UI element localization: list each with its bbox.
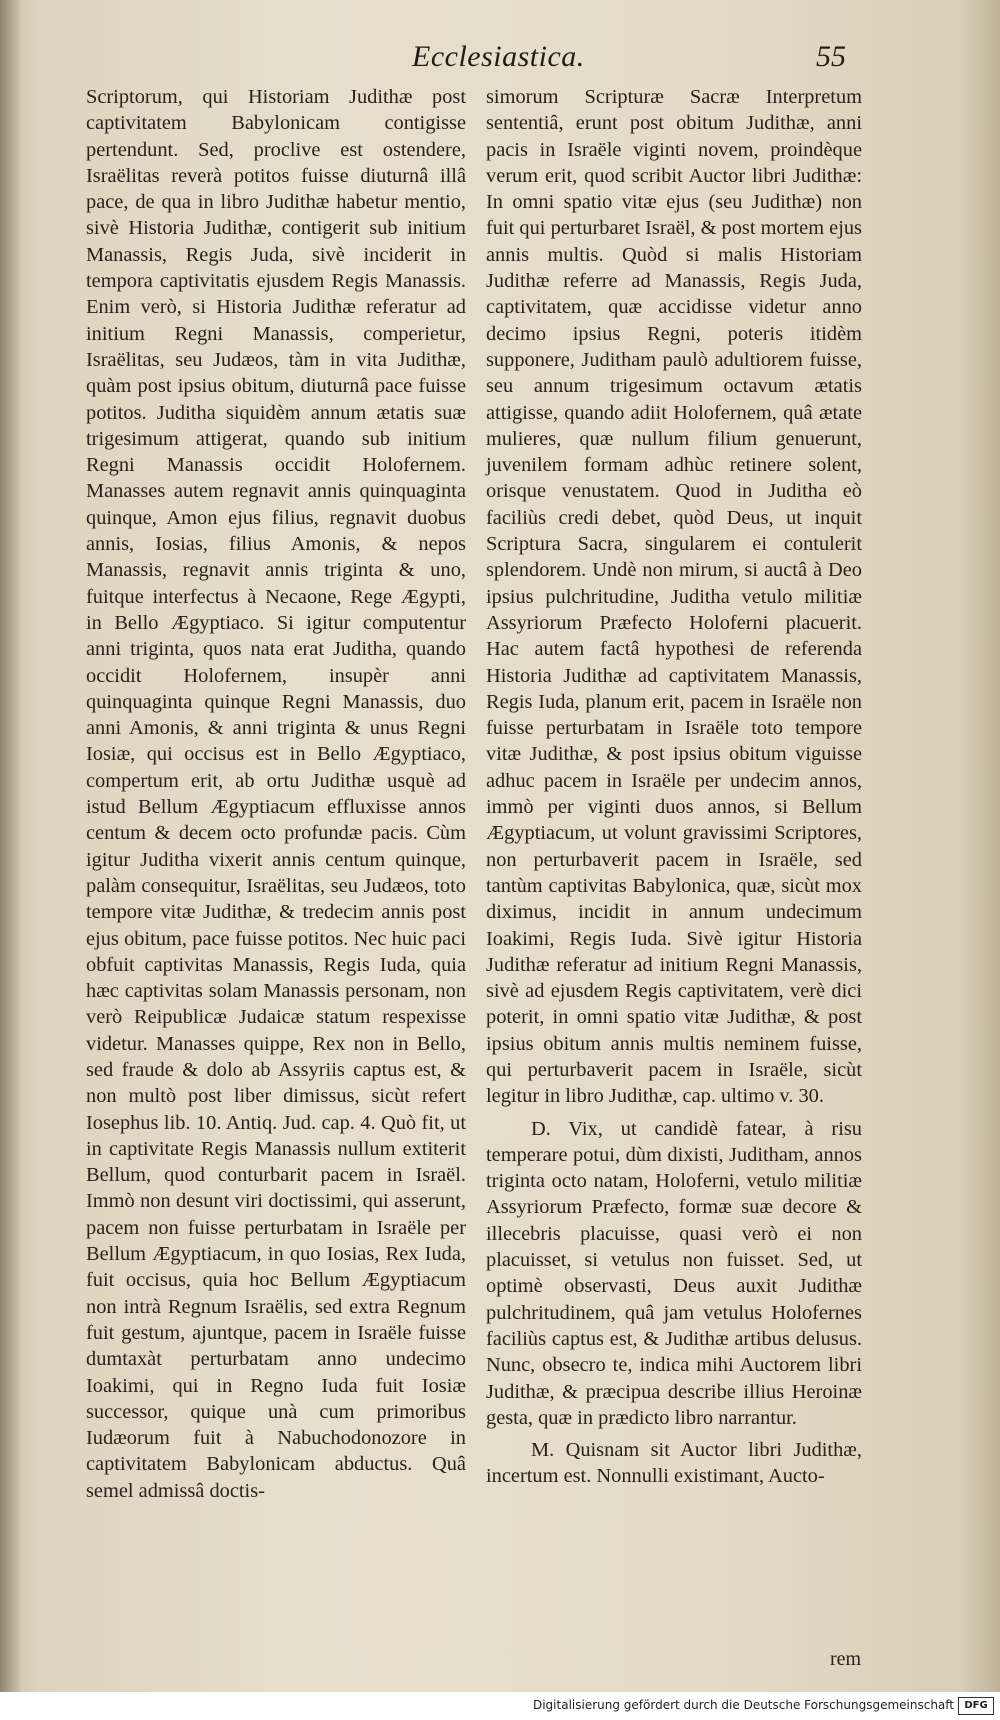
footer-credit: Digitalisierung gefördert durch die Deutsche Forschungsgemeinschaft <box>532 1698 954 1712</box>
right-paragraph-1: simorum Scripturæ Sacræ Interpretum sententiâ, erunt post obitum Judithæ, anni pacis in Israële viginti novem, proindèque verum erit, quod scribit Auctor libri Judithæ: In omni spatio vitæ ejus (seu Judithæ) non fuit qui perturbaret Israël, & post mortem ejus annis multis. Quòd si malis Historiam Judithæ referre ad Manassis, Regis Juda, captivitatem, quæ accidisse videtur anno decimo ipsius Regni, poteris itidèm supponere, Juditham paulò adultiorem fuisse, seu annum trigesimum octavum ætatis attigisse, quando adiit Holofernem, quâ ætate mulieres, quæ nullum filium genuerunt, juvenilem formam adhùc retinere solent, orisque venustatem. Quod in Juditha eò faciliùs credi debet, quòd Deus, ut inquit Scriptura Sacra, singularem ei contulerit splendorem. Undè non mirum, si auctâ à Deo ipsius pulchritudine, Juditha vetulo militiæ Assyriorum Præfecto Holoferni placuerit. Hac autem factâ hypothesi de referenda Historia Judithæ ad captivitatem Manassis, Regis Iuda, planum erit, pacem in Israële non fuisse perturbatam in Israële toto tempore vitæ Judithæ, & post ipsius obitum viguisse adhuc pacem in Israële per undecim annos, immò per viginti duos annos, si Bellum Ægyptiacum, ut volunt gravissimi Scriptores, non perturbaverit pacem in Israële, sed tantùm captivitas Babylonica, quæ, sicùt mox diximus, incidit in annum undecimum Ioakimi, Regis Iuda. Sivè igitur Historia Judithæ referatur ad initium Regni Manassis, sivè ad ejusdem Regis captivitatem, verè dici poterit, in omni spatio vitæ Judithæ, & post ipsius obitum annis multis neminem fuisse, qui perturbaverit pacem in Israële, sicùt legitur in libro Judithæ, cap. ultimo v. 30. <box>486 86 862 1108</box>
left-paragraph-1: Scriptorum, qui Historiam Judithæ post captivitatem Babylonicam contigisse pertendunt. Sed, proclive est ostendere, Israëlitas reverà potitos fuisse diuturnâ illâ pace, de qua in libro Judithæ habetur mentio, sivè Historia Judithæ, contigerit sub initium Manassis, Regis Juda, sivè inciderit in tempora captivitatis ejusdem Regis Manassis. Enim verò, si Historia Judithæ referatur ad initium Regni Manassis, comperietur, Israëlitas, seu Judæos, tàm in vita Judithæ, quàm post ipsius obitum, diuturnâ pace fuisse potitos. Juditha siquidèm annum ætatis suæ trigesimum attigerat, quando sub initium Regni Manassis occidit Holofernem. Manasses autem regnavit annis quinquaginta quinque, Amon ejus filius, regnavit duobus annis, Iosias, filius Amonis, & nepos Manassis, regnavit annis triginta & uno, fuitque interfectus à Necaone, Rege Ægypti, in Bello Ægyptiaco. Si igitur computentur anni triginta, quos nata erat Juditha, quando occidit Holofernem, insupèr anni quinquaginta quinque Regni Manassis, duo anni Amonis, & anni triginta & unus Regni Iosiæ, qui occisus est in Bello Ægyptiaco, compertum erit, ab ortu Judithæ usquè ad istud Bellum Ægyptiacum effluxisse annos centum & decem octo profundæ pacis. Cùm igitur Juditha vixerit annis centum quinque, palàm consequitur, Israëlitas, seu Judæos, toto tempore vitæ Judithæ, & tredecim annis post ejus obitum, pace fuisse potitos. Nec huic paci obfuit captivitas Manassis, Regis Iuda, quia hæc captivitas solam Manassis personam, non verò Reipublicæ Judaicæ statum respexisse videtur. Manasses quippe, Rex non in Bello, sed fraude & dolo ab Assyriis captus est, & non multò post liber dimissus, sicùt refert Iosephus lib. 10. Antiq. Jud. cap. 4. Quò fit, ut in captivitate Regis Manassis nullum extiterit Bellum, quod conturbarit pacem in Israël. Immò non desunt viri doctissimi, qui asserunt, pacem non fuisse perturbatam in Israële per Bellum Ægyptiacum, in quo Iosias, Rex Iuda, fuit occisus, quia hoc Bellum Ægyptiacum non intrà Regnum Israëlis, sed extra Regnum fuit gestum, ajuntque, pacem in Israële fuisse dumtaxàt perturbatam anno undecimo Ioakimi, qui in Regno Iuda fuit Iosiæ successor, quique unà cum primoribus Iudæorum fuit à Nabuchodonozore in captivitatem Babylonicam abductus. Quâ semel admissâ doctis- <box>86 86 466 1502</box>
page-header <box>0 40 1000 80</box>
right-paragraph-2: D. Vix, ut candidè fatear, à risu temperare potui, dùm dixisti, Juditham, annos triginta octo natam, Holoferni, vetulo militiæ Assyriorum Præfecto, formæ suæ decore & illecebris placuisse, quasi verò ei non placuisset, si vetulus non fuisset. Sed, ut optimè observasti, Deus auxit Judithæ pulchritudinem, quâ jam vetulus Holofernes faciliùs captus est, & Judithæ artibus delusus. Nunc, obsecro te, indica mihi Auctorem libri Judithæ, & præcipua describe illius Heroinæ gesta, quæ in prædicto libro narrantur. <box>486 1117 862 1429</box>
page-number: 55 <box>816 40 846 73</box>
catchword: rem <box>830 1648 862 1670</box>
running-head: Ecclesiastica. <box>412 40 585 73</box>
dfg-logo: DFG <box>958 1697 994 1715</box>
right-column <box>486 84 862 1490</box>
right-paragraph-3: M. Quisnam sit Auctor libri Judithæ, incertum est. Nonnulli existimant, Aucto- <box>486 1439 862 1488</box>
digitization-footer <box>0 1692 1000 1720</box>
left-column <box>86 84 466 1504</box>
page-gutter <box>0 0 22 1692</box>
